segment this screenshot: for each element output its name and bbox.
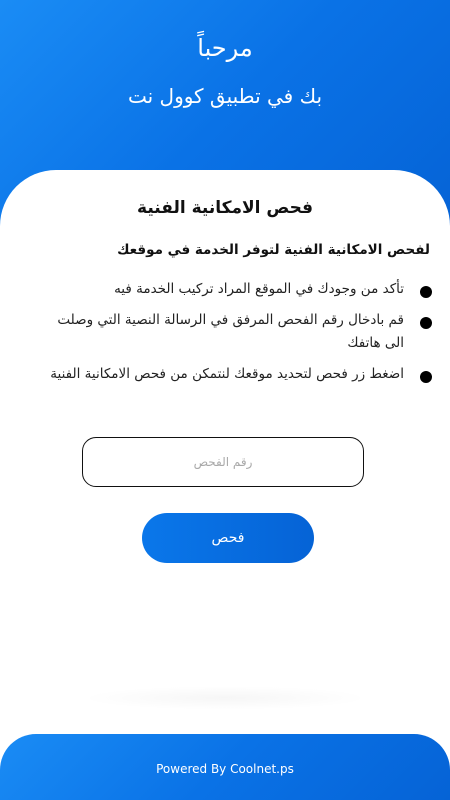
intro-text: لفحص الامكانية الفنية لتوفر الخدمة في موقعك [117, 242, 430, 258]
welcome-subtitle: بك في تطبيق كوول نت [127, 84, 323, 108]
instruction-item [40, 278, 432, 301]
bullet-icon [420, 317, 432, 329]
check-number-input[interactable] [82, 437, 364, 487]
instruction-text: اضغط زر فحص لتحديد موقعك لنتمكن من فحص الامكانية الفنية [50, 366, 404, 382]
check-button[interactable]: فحص [142, 513, 314, 563]
card-title: فحص الامكانية الفنية [137, 198, 313, 218]
footer-bar [0, 734, 450, 800]
bullet-icon [420, 371, 432, 383]
main-card [0, 170, 450, 730]
welcome-title: مرحباً [197, 34, 253, 62]
instruction-list [40, 278, 432, 394]
instruction-text: تأكد من وجودك في الموقع المراد تركيب الخدمة فيه [114, 281, 404, 297]
instruction-text: قم بادخال رقم الفحص المرفق في الرسالة النصية التي وصلت الى هاتفك [57, 312, 404, 351]
instruction-item [40, 309, 432, 355]
instruction-item [40, 363, 432, 386]
bullet-icon [420, 286, 432, 298]
powered-by-text: Powered By Coolnet.ps [156, 762, 294, 776]
decorative-shadow [80, 686, 370, 710]
